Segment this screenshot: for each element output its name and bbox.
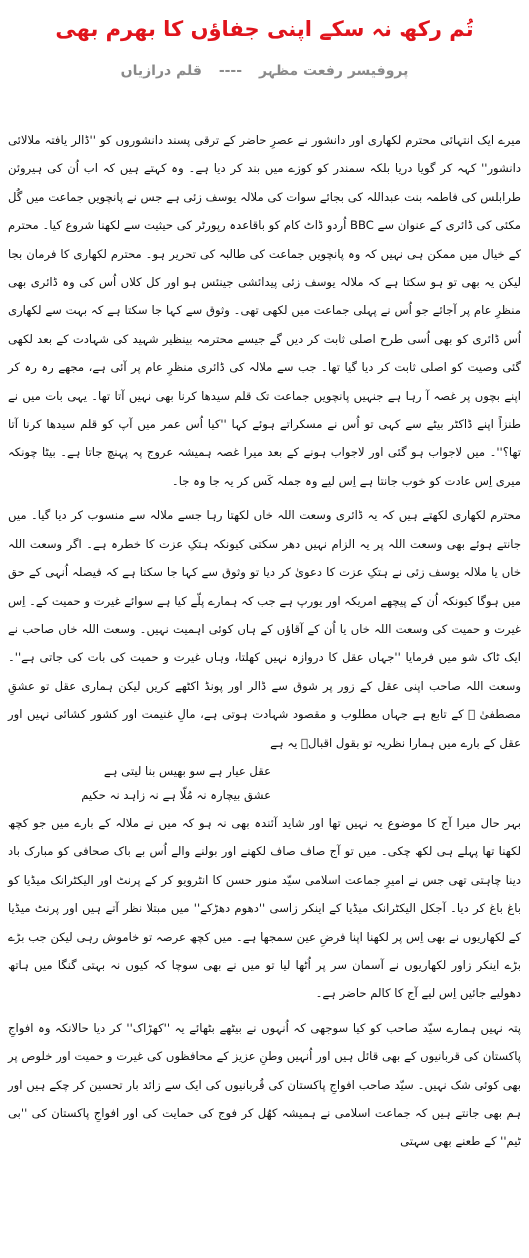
column-name: قلم درازیاں: [120, 63, 202, 79]
article-paragraph: محترم لکھاری لکھتے ہیں کہ یہ ڈائری وسعت اللہ خاں لکھتا رہا جسے ملالہ سے منسوب کر دیا گیا۔ میں جانتے ہوئے بھی وسعت اللہ پر یہ الزام نہیں دھر سکتی کیونکہ ہتکِ عزت کا خطرہ ہے۔ اگر وسعت اللہ خاں یا ملالہ یوسف زئی نے ہتکِ عزت کا دعویٰ کر دیا تو وثوق سے کہا جا سکتا ہے کہ فیصلہ اُنہی کے حق میں ہوگا کیونکہ اُن کے پیچھے امریکہ اور یورپ ہے جب کہ ہمارے پلّے کیا ہے سوائے غیرت و حمیت کے۔ اِس غیرت و حمیت کی وسعت اللہ خاں یا اُن کے آقاؤں کے ہاں کوئی اہمیت نہیں۔ وسعت اللہ خاں صاحب نے ایک ٹاک شو میں فرمایا ''جہاں عقل کا دروازہ نہیں کھلتا، وہاں غیرت و حمیت کی بات کی جاتی ہے''۔ وسعت اللہ صاحب اپنی عقل کے زور پر شوق سے ڈالر اور پونڈ اکٹھے کریں لیکن ہماری عقل تو عشقِ مصطفیٰ ﷺ کے تابع ہے جہاں مطلوب و مقصود شہادت ہوتی ہے، مالِ غنیمت اور کشور کشائی نہیں اور عقل کے بارے میں ہمارا نظریہ تو بقول اقبالؒ یہ ہے: [8, 508, 521, 750]
article-body: [8, 126, 521, 1156]
article-paragraph: بہر حال میرا آج کا موضوع یہ نہیں تھا اور شاید آئندہ بھی نہ ہو کہ میں نے ملالہ کے بارے میں جو کچھ لکھنا تھا پہلے ہی لکھ چکی۔ میں تو آج صاف صاف لکھنے اور بولنے والے اُس بے باک صحافی کو مبارک باد دینا چاہتی تھی جس نے امیرِ جماعت اسلامی سیّد منور حسن کا انٹرویو کر کے پرنٹ اور الیکٹرانک میڈیا کو باغ باغ کر دیا۔ آجکل الیکٹرانک میڈیا کے اینکر زاسی ''دھوم دھڑکے'' میں مبتلا نظر آتے ہیں اور پرنٹ میڈیا کے لکھاریوں نے بھی اِس پر لکھنا اپنا فرضِ عین سمجھا ہے۔ میں کچھ عرصہ تو خاموش رہی لیکن جب بڑے بڑے اینکر زاور لکھاریوں نے آسمان سر پر اُٹھا لیا تو میں نے بھی سوچا کہ کیوں نہ بہتی گنگا میں ہاتھ دھولیے جائیں اِس لیے آج کا کالم حاضر ہے۔: [8, 815, 521, 1001]
byline-separator: ----: [218, 63, 243, 79]
verse-line: عشق بیچارہ نہ مُلّا ہے نہ زاہد نہ حکیم: [81, 787, 271, 802]
verse-line: عقل عیار ہے سو بھیس بنا لیتی ہے: [103, 763, 271, 778]
author-name: پروفیسر رفعت مظہر: [258, 63, 409, 79]
article-paragraph: میرے ایک انتہائی محترم لکھاری اور دانشور نے عصرِ حاضر کے ترقی پسند دانشوروں کو ''ڈالر یافتہ ملالائی دانشور'' کہہ کر گویا دریا بلکہ سمندر کو کوزے میں بند کر دیا ہے۔ وہ کہتے ہیں کہ اب اُن کی ہیروئن طرابلس کی فاطمہ بنت عبداللہ کی بجائے سوات کی ملالہ یوسف زئی ہے جس نے پانچویں جماعت میں گُل مکئی کی ڈائری کے عنوان سے BBC اُردو ڈاٹ کام کو باقاعدہ رپورٹر کی حیثیت سے لکھنا شروع کیا۔ محترم کے خیال میں ممکن ہی نہیں کہ وہ پانچویں جماعت کی طالبہ کی تحریر ہو۔ محترم لکھاری کا فرمان بجا لیکن یہ بھی تو ہو سکتا ہے کہ ملالہ یوسف زئی پیدائشی جینئس ہو اور کل کلاں اُس کی وہ ڈائری بھی منظرِ عام پر آجائے جو اُس نے پہلی جماعت میں لکھی تھی۔ وثوق سے کہا جا سکتا ہے کہ بہت سے لکھاری اُس ڈائری کو بھی اُسی طرح اصلی ثابت کر دیں گے جیسے محترمہ بینظیر شہید کی شہادت کے بعد لکھی گئی وصیت کو اصلی ثابت کر دیا گیا تھا۔ جب سے ملالہ کی ڈائری منظرِ عام پر آئی ہے، مجھے رہ رہ کر اپنے بچوں پر غصہ آ رہا ہے جنہیں پانچویں جماعت تک قلم سیدھا کرنا بھی نہیں آتا تھا۔ یہی بات میں نے طنزاً اپنے ڈاکٹر بیٹے سے کہی تو اُس نے مسکراتے ہوئے کہا ''کیا اُس عمر میں آپ کو قلم سیدھا کرنا آتا تھا؟''۔ میں لاجواب ہو گئی اور لاجواب ہونے کے بعد میرا غصہ ہمیشہ عروج پہ پہنچ جاتا ہے۔ بیٹا چونکہ میری اِس عادت کو خوب جانتا ہے اِس لیے وہ جملہ کَس کر یہ جا وہ جا۔: [8, 133, 521, 488]
byline: [8, 58, 521, 84]
article-paragraph: پتہ نہیں ہمارے سیّد صاحب کو کیا سوجھی کہ اُنہوں نے بیٹھے بٹھائے یہ ''کھڑاک'' کر دیا حالانکہ وہ افواجِ پاکستان کی قربانیوں کے بھی قائل ہیں اور اُنہیں وطنِ عزیز کے محافظوں کی غیرت و حمیت اور خلوص پر بھی کوئی شک نہیں۔ سیّد صاحب افواجِ پاکستان کی قُربانیوں کی ایک سے زائد بار تحسین کر چکے ہیں اور ہم بھی جانتے ہیں کہ جماعت اسلامی نے ہمیشہ کھُل کر فوج کی حمایت کی اور افواجِ پاکستان کی ''بی ٹیم'' کے طعنے بھی سہتی: [8, 1020, 521, 1149]
poetry-verse: [8, 759, 521, 807]
article-header: [8, 12, 521, 84]
article-title: تُم رکھ نہ سکے اپنی جفاؤں کا بھرم بھی: [55, 17, 474, 41]
